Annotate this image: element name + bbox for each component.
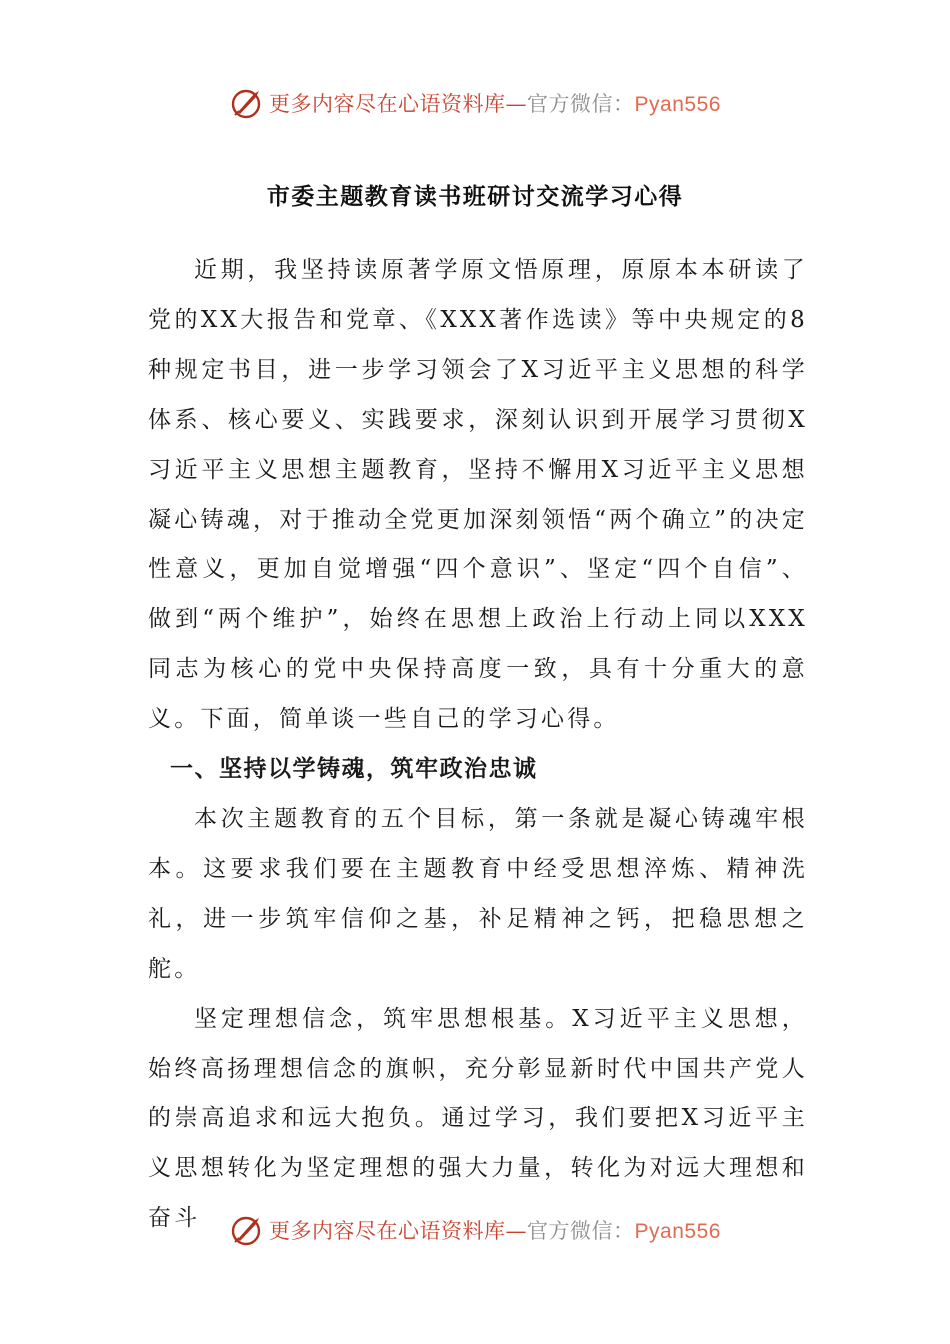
watermark-header (0, 83, 950, 123)
document-body (148, 246, 808, 1244)
watermark-text (269, 1215, 721, 1245)
section-1-heading: 一、坚持以学铸魂，筑牢政治忠诚 (170, 756, 538, 783)
watermark-wechat-label: 官方微信： (527, 1219, 635, 1243)
quill-pen-logo-icon (229, 85, 265, 121)
section-1-paragraph-1: 本次主题教育的五个目标，第一条就是凝心铸魂牢根本。这要求我们要在主题教育中经受思想淬炼、精神洗礼，进一步筑牢信仰之基，补足精神之钙，把稳思想之舵。 (148, 805, 808, 982)
watermark-dash: — (505, 1219, 528, 1243)
document-title: 市委主题教育读书班研讨交流学习心得 (266, 184, 684, 210)
watermark-dash: — (505, 92, 528, 116)
intro-paragraph: 近期，我坚持读原著学原文悟原理，原原本本研读了党的XX大报告和党章、《XXX著作选读》等中央规定的8种规定书目，进一步学习领会了X习近平主义思想的科学体系、核心要义、实践要求，深刻认识到开展学习贯彻X习近平主义思想主题教育，坚持不懈用X习近平主义思想凝心铸魂，对于推动全党更加深刻领悟“两个确立”的决定性意义，更加自觉增强“四个意识”、坚定“四个自信”、做到“两个维护”，始终在思想上政治上行动上同以XXX同志为核心的党中央保持高度一致，具有十分重大的意义。下面，简单谈一些自己的学习心得。 (148, 257, 808, 733)
watermark-prefix: 更多内容尽在心语资料库 (269, 92, 506, 116)
watermark-prefix: 更多内容尽在心语资料库 (269, 1219, 506, 1243)
watermark-wechat-id: Pyan556 (634, 1220, 721, 1243)
watermark-wechat-id: Pyan556 (634, 93, 721, 116)
section-1-paragraph-2: 坚定理想信念，筑牢思想根基。X习近平主义思想，始终高扬理想信念的旗帜，充分彰显新时代中国共产党人的崇高追求和远大抱负。通过学习，我们要把X习近平主义思想转化为坚定理想的强大力量，转化为对远大理想和奋斗 (148, 1005, 808, 1232)
watermark-footer (0, 1210, 950, 1250)
watermark-wechat-label: 官方微信： (527, 92, 635, 116)
watermark-text (269, 88, 721, 118)
quill-pen-logo-icon (229, 1212, 265, 1248)
